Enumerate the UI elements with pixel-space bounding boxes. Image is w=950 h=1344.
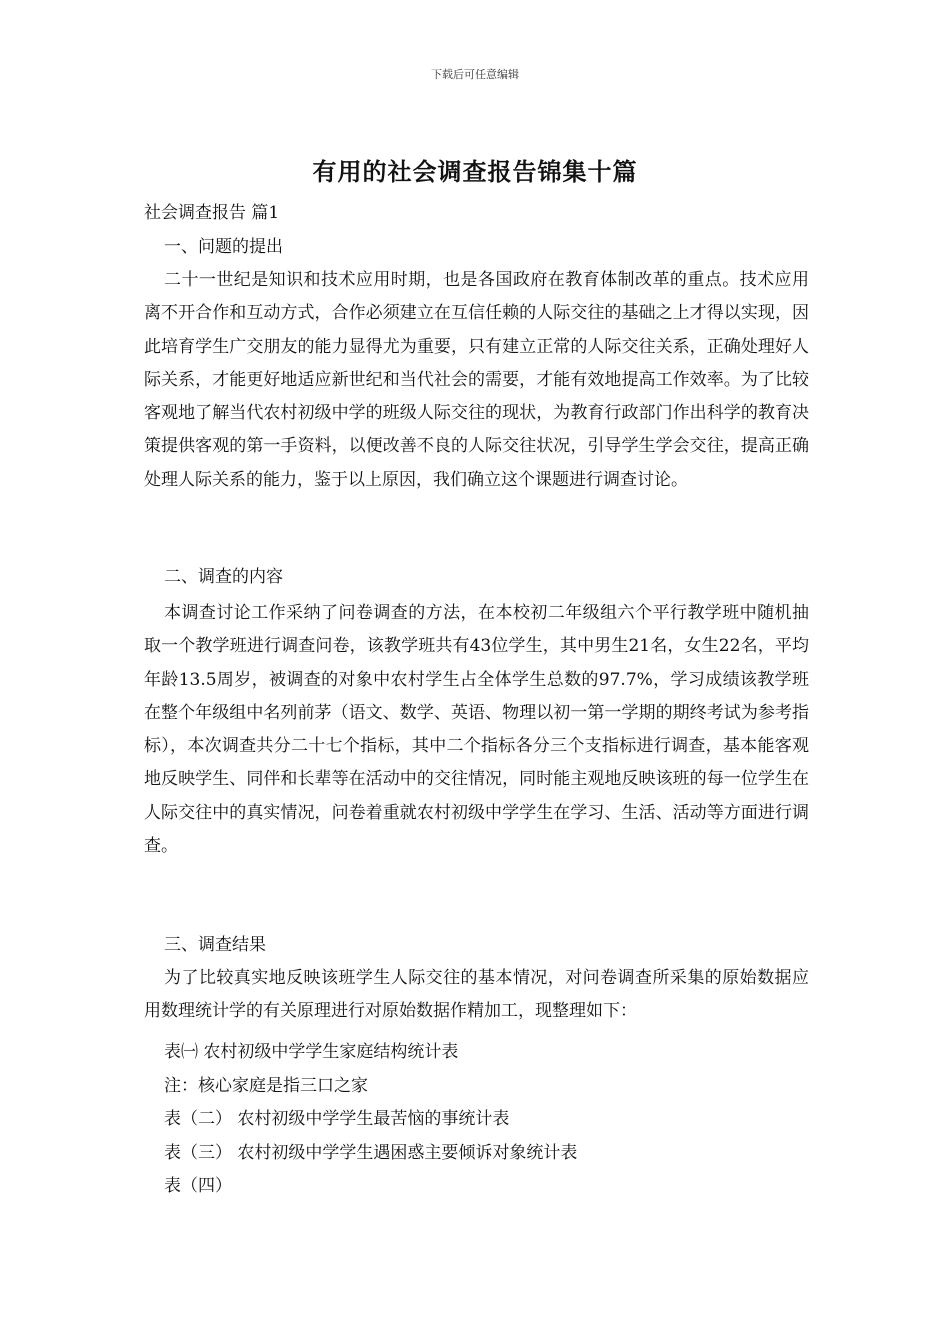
section-paragraph-3: 为了比较真实地反映该班学生人际交往的基本情况，对问卷调查所采集的原始数据应用数理统计学的有关原理进行对原始数据作精加工，现整理如下： [144, 968, 809, 1022]
table-note: 注：核心家庭是指三口之家 [164, 1076, 368, 1096]
section-heading-3: 三、调查结果 [164, 935, 266, 955]
report-subtitle: 社会调查报告 篇1 [144, 203, 280, 223]
table-caption-3: 表（三） 农村初级中学学生遇困惑主要倾诉对象统计表 [164, 1143, 578, 1163]
table-caption-1: 表㈠ 农村初级中学学生家庭结构统计表 [164, 1042, 459, 1062]
section-heading-1: 一、问题的提出 [164, 237, 283, 257]
section-paragraph-2: 本调查讨论工作采纳了问卷调查的方法，在本校初二年级组六个平行教学班中随机抽取一个教学班进行调查问卷，该教学班共有43位学生，其中男生21名，女生22名，平均年龄13.5周岁，被调查的对象中农村学生占全体学生总数的97.7%，学习成绩该教学班在整个年级组中名列前茅（语文、数学、英语、物理以初一第一学期的期终考试为参考指标），本次调查共分二十七个指标，其中二个指标各分三个支指标进行调查，基本能客观地反映学生、同伴和长辈等在活动中的交往情况，同时能主观地反映该班的每一位学生在人际交往中的真实情况，问卷着重就农村初级中学学生在学习、生活、活动等方面进行调查。 [144, 603, 809, 857]
table-caption-2: 表（二） 农村初级中学学生最苦恼的事统计表 [164, 1109, 510, 1129]
document-title: 有用的社会调查报告锦集十篇 [312, 157, 638, 186]
section-paragraph-1: 二十一世纪是知识和技术应用时期，也是各国政府在教育体制改革的重点。技术应用离不开合作和互动方式，合作必须建立在互信任赖的人际交往的基础之上才得以实现，因此培育学生广交朋友的能力显得尤为重要，只有建立正常的人际交往关系，正确处理好人际关系，才能更好地适应新世纪和当代社会的需要，才能有效地提高工作效率。为了比较客观地了解当代农村初级中学的班级人际交往的现状，为教育行政部门作出科学的教育决策提供客观的第一手资料，以便改善不良的人际交往状况，引导学生学会交往，提高正确处理人际关系的能力，鉴于以上原因，我们确立这个课题进行调查讨论。 [144, 270, 809, 490]
section-heading-2: 二、调查的内容 [164, 567, 283, 587]
header-note: 下载后可任意编辑 [431, 68, 519, 81]
table-caption-4: 表（四） [164, 1176, 232, 1196]
